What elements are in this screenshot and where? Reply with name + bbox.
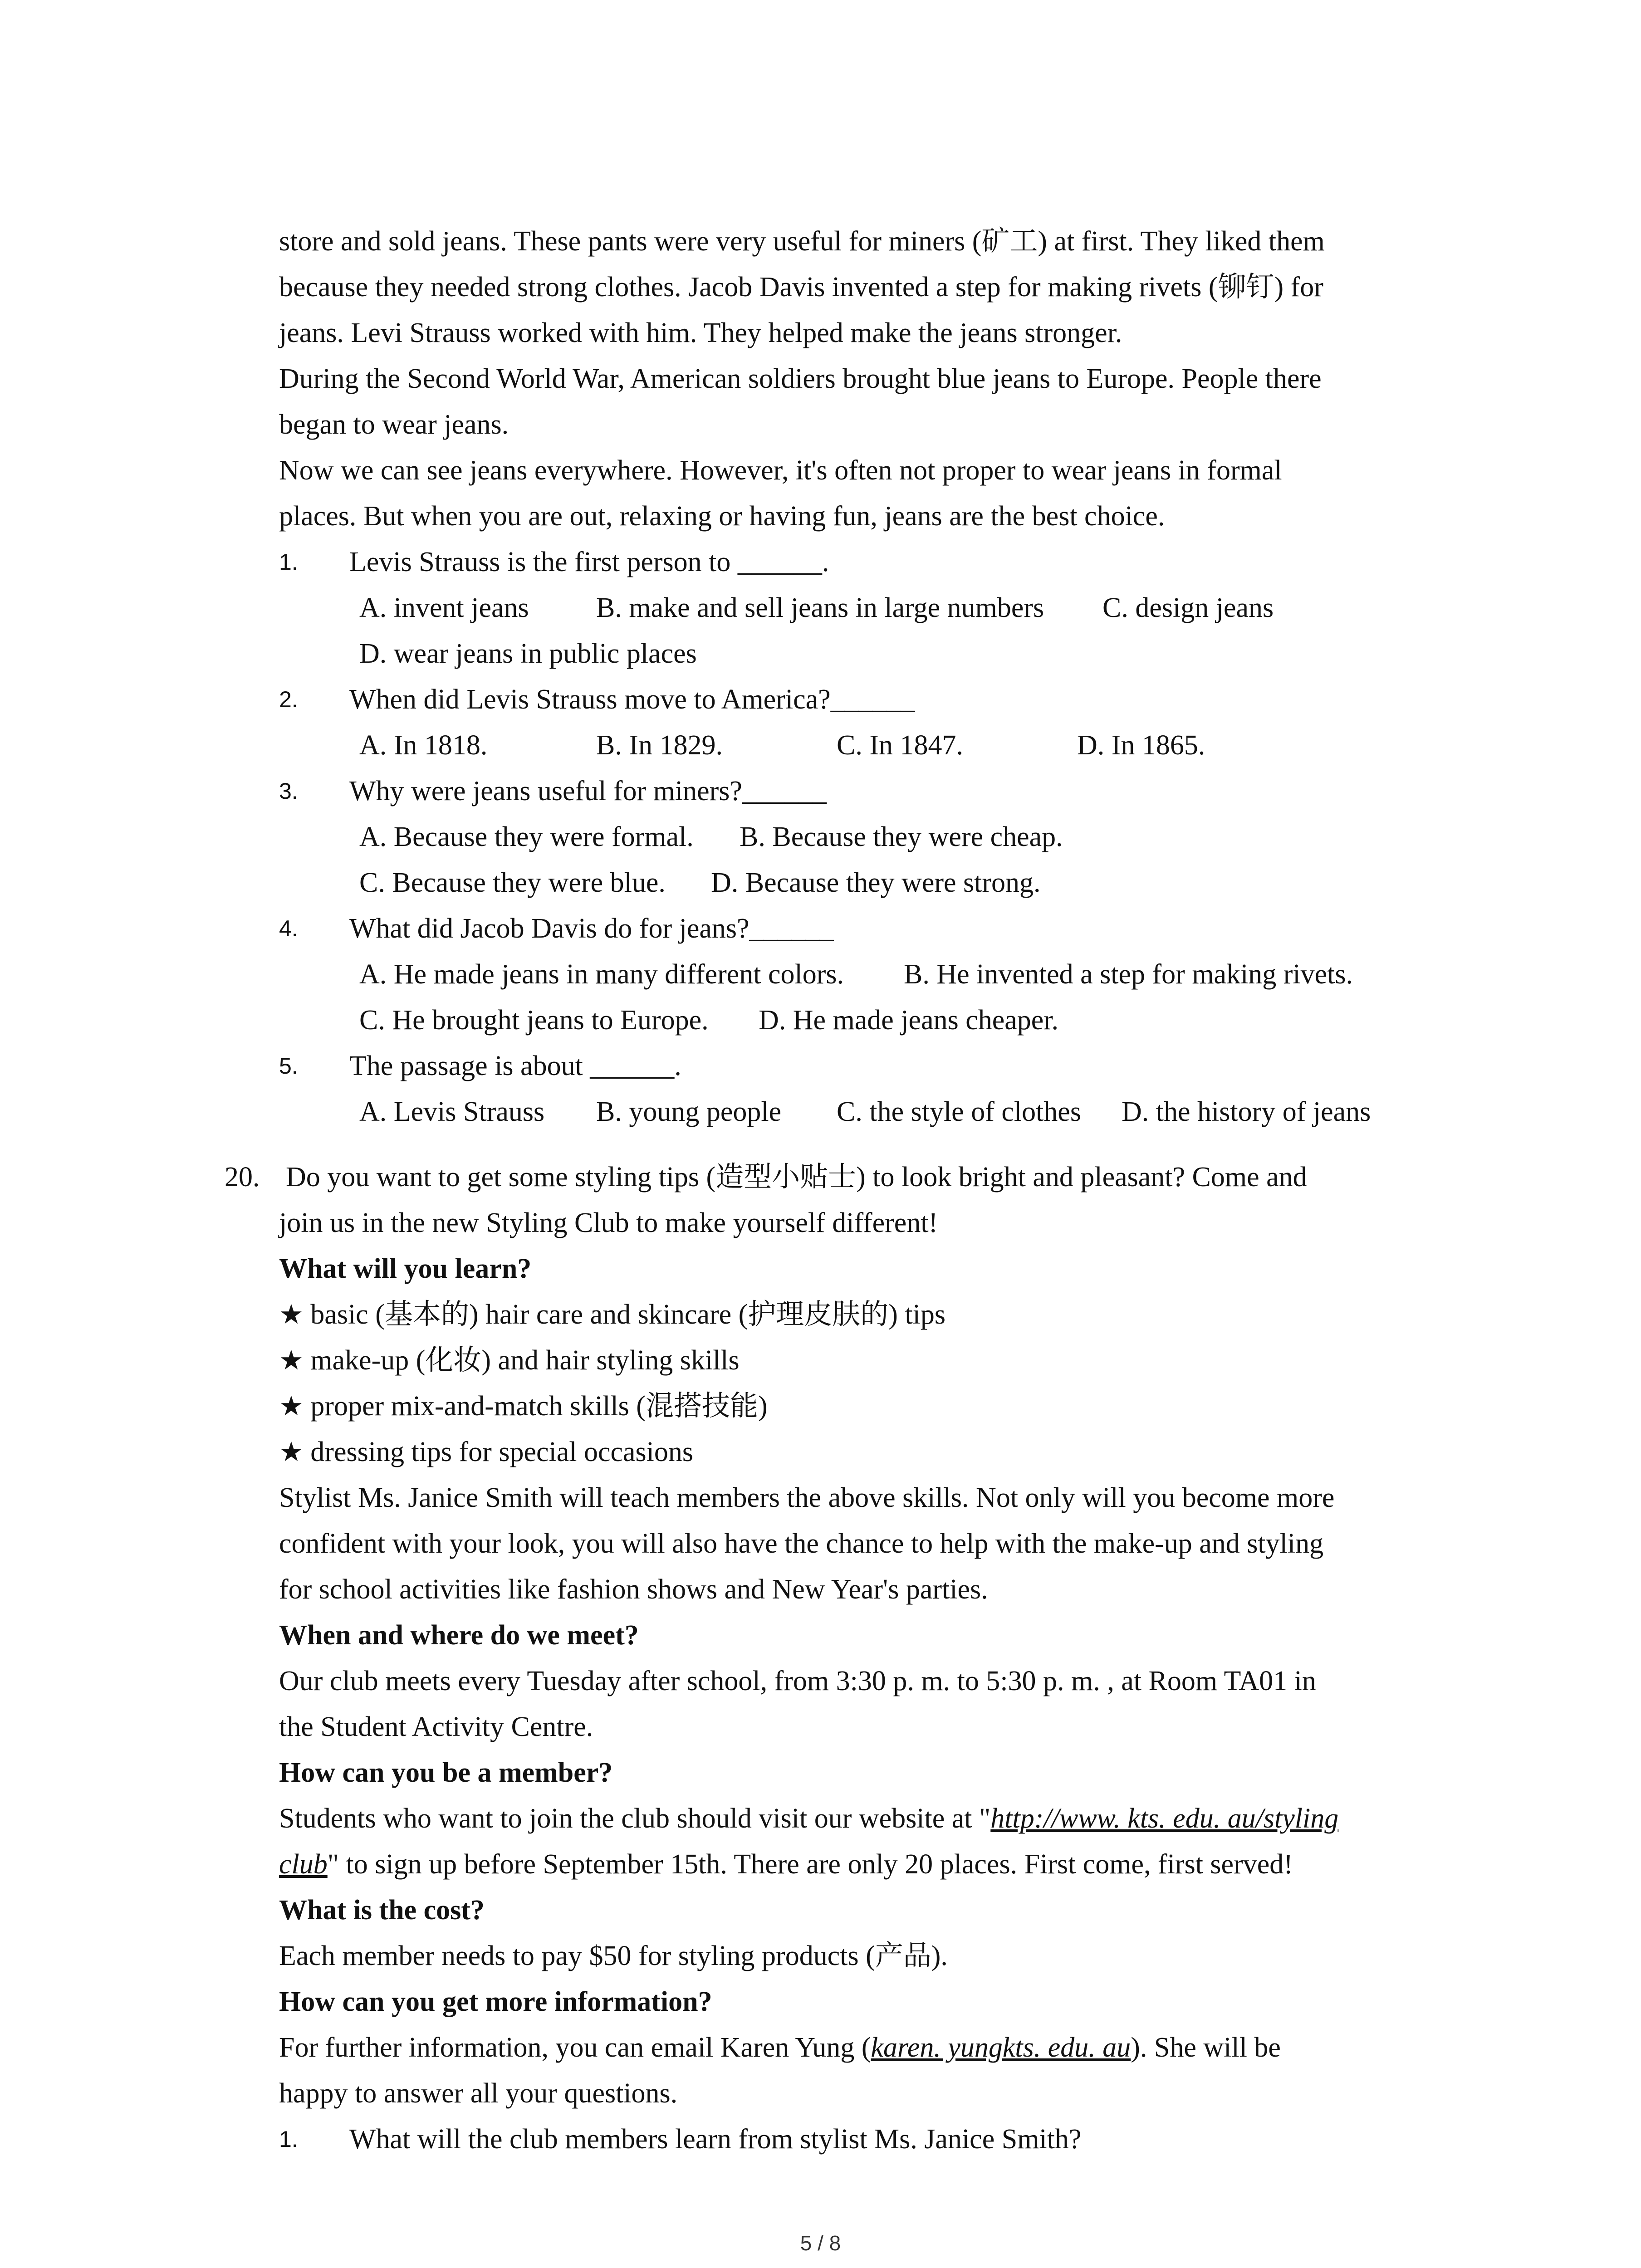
passage-line: began to wear jeans. xyxy=(279,409,509,440)
website-link[interactable]: club xyxy=(279,1849,328,1880)
passage-line: Now we can see jeans everywhere. However, it's often not proper to wear jeans in formal xyxy=(279,455,1282,486)
question-number: 3. xyxy=(279,778,298,804)
body-line: Stylist Ms. Janice Smith will teach members the above skills. Not only will you become more xyxy=(279,1482,1335,1513)
option: D. the history of jeans xyxy=(1122,1096,1371,1127)
star-icon: ★ xyxy=(279,1344,304,1376)
email-link[interactable]: karen. yungkts. edu. au xyxy=(871,2032,1131,2063)
passage-line: store and sold jeans. These pants were very useful for miners (矿工) at first. They liked them xyxy=(279,226,1325,257)
option: C. In 1847. xyxy=(837,730,963,761)
passage-line: jeans. Levi Strauss worked with him. They helped make the jeans stronger. xyxy=(279,318,1122,348)
option: D. He made jeans cheaper. xyxy=(759,1005,1059,1036)
section-heading: How can you be a member? xyxy=(279,1757,613,1788)
star-icon: ★ xyxy=(279,1390,304,1422)
body-line: the Student Activity Centre. xyxy=(279,1711,593,1742)
option: A. In 1818. xyxy=(359,730,488,761)
section-heading: When and where do we meet? xyxy=(279,1620,639,1651)
question-number: 1. xyxy=(279,549,298,575)
question-number: 1. xyxy=(279,2126,298,2152)
body-line: Each member needs to pay $50 for styling products (产品). xyxy=(279,1941,948,1971)
option: A. He made jeans in many different colors. xyxy=(359,959,844,990)
body-text: ). She will be xyxy=(1131,2032,1281,2063)
list-item xyxy=(279,1296,945,1333)
option: B. He invented a step for making rivets. xyxy=(904,959,1353,990)
body-line: Our club meets every Tuesday after school, from 3:30 p. m. to 5:30 p. m. , at Room TA01 in xyxy=(279,1666,1316,1696)
list-item-text: dressing tips for special occasions xyxy=(310,1437,693,1467)
option: A. invent jeans xyxy=(359,592,529,623)
body-line: happy to answer all your questions. xyxy=(279,2078,678,2109)
option: C. Because they were blue. xyxy=(359,867,666,898)
question-number: 2. xyxy=(279,687,298,712)
page-number: 5 / 8 xyxy=(800,2231,841,2255)
option: C. the style of clothes xyxy=(837,1096,1081,1127)
intro-line: Do you want to get some styling tips (造型小贴士) to look bright and pleasant? Come and xyxy=(286,1162,1307,1193)
body-text: For further information, you can email Karen Yung ( xyxy=(279,2032,871,2063)
list-item-text: proper mix-and-match skills (混搭技能) xyxy=(310,1391,768,1422)
question-number: 5. xyxy=(279,1053,298,1079)
option: B. young people xyxy=(596,1096,782,1127)
option: B. make and sell jeans in large numbers xyxy=(596,592,1044,623)
website-link[interactable]: http://www. kts. edu. au/styling xyxy=(990,1803,1339,1834)
intro-line: join us in the new Styling Club to make yourself different! xyxy=(279,1207,938,1238)
star-icon: ★ xyxy=(279,1436,304,1468)
option: C. design jeans xyxy=(1102,592,1274,623)
option: C. He brought jeans to Europe. xyxy=(359,1005,709,1036)
option: D. wear jeans in public places xyxy=(359,638,697,669)
passage-line: During the Second World War, American soldiers brought blue jeans to Europe. People there xyxy=(279,363,1322,394)
passage-line: places. But when you are out, relaxing or having fun, jeans are the best choice. xyxy=(279,501,1165,532)
body-text: " to sign up before September 15th. There are only 20 places. First come, first served! xyxy=(327,1849,1293,1880)
question-stem: When did Levis Strauss move to America?______ xyxy=(349,684,915,715)
body-text: Students who want to join the club should visit our website at " xyxy=(279,1803,991,1834)
option: A. Levis Strauss xyxy=(359,1096,545,1127)
option: D. Because they were strong. xyxy=(711,867,1041,898)
body-line: for school activities like fashion shows and New Year's parties. xyxy=(279,1574,988,1605)
section-heading: How can you get more information? xyxy=(279,1986,712,2017)
list-item xyxy=(279,1388,768,1424)
question-stem: Why were jeans useful for miners?______ xyxy=(349,776,827,807)
section-heading: What will you learn? xyxy=(279,1253,532,1284)
question-stem: Levis Strauss is the first person to ______. xyxy=(349,547,829,577)
list-item xyxy=(279,1342,740,1378)
option: D. In 1865. xyxy=(1077,730,1205,761)
list-item xyxy=(279,1434,693,1470)
list-item-text: basic (基本的) hair care and skincare (护理皮肤的) tips xyxy=(310,1299,946,1330)
body-line xyxy=(279,1800,1338,1837)
body-line xyxy=(279,1846,1293,1882)
body-line: confident with your look, you will also have the chance to help with the make-up and styling xyxy=(279,1528,1324,1559)
option: A. Because they were formal. xyxy=(359,821,694,852)
passage-line: because they needed strong clothes. Jacob Davis invented a step for making rivets (铆钉) for xyxy=(279,272,1323,303)
section-heading: What is the cost? xyxy=(279,1895,485,1926)
question-stem: The passage is about ______. xyxy=(349,1051,681,1081)
list-item-text: make-up (化妆) and hair styling skills xyxy=(310,1345,740,1376)
question-stem: What will the club members learn from stylist Ms. Janice Smith? xyxy=(349,2124,1082,2155)
question-number: 4. xyxy=(279,916,298,941)
option: B. Because they were cheap. xyxy=(740,821,1063,852)
option: B. In 1829. xyxy=(596,730,723,761)
star-icon: ★ xyxy=(279,1299,304,1330)
body-line xyxy=(279,2029,1281,2066)
question-number: 20. xyxy=(225,1162,260,1193)
question-stem: What did Jacob Davis do for jeans?______ xyxy=(349,913,834,944)
